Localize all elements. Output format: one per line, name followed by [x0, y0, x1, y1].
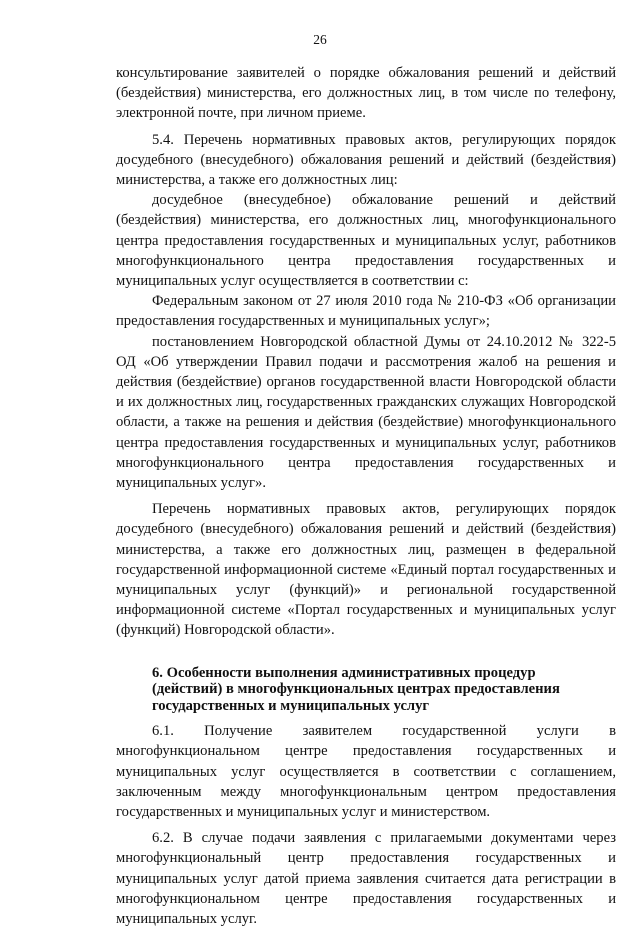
paragraph-5-4: 5.4. Перечень нормативных правовых актов, регулирующих порядок досудебного (внесудебного) обжалования решений и действий (бездействия) министерства, а также его должностных лиц:	[116, 131, 616, 189]
paragraph-6-1: 6.1. Получение заявителем государственной услуги в многофункциональном центре предоставления государственных и муниципальных услуг осуществляется в соответствии с соглашением, заключенным между многофункциональным центром предоставления государственных и муниципальных услуг и министерством.	[116, 723, 616, 820]
section-heading-line: 6. Особенности выполнения административных процедур	[152, 664, 536, 681]
page-number: 26	[313, 32, 327, 47]
paragraph-appeal-scope: досудебное (внесудебное) обжалование решений и действий (бездействия) министерства, его должностных лиц, многофункционального центра предоставления государственных и муниципальных услуг, работников многофункционального центра предоставления государственных и муниципальных услуг осуществляется в соответствии с:	[116, 192, 616, 290]
paragraph-portal-publication: Перечень нормативных правовых актов, регулирующих порядок досудебного (внесудебного) обжалования решений и действий (бездействия) министерства, а также его должностных лиц, размещен в федеральной государственной информационной системе «Единый портал государственных и муниципальных услуг (функций)» и региональной государственной информационной системе «Портал государственных и муниципальных услуг (функций) Новгородской области».	[116, 501, 616, 639]
paragraph-continuation: консультирование заявителей о порядке обжалования решений и действий (бездействия) министерства, его должностных лиц, в том числе по телефону, электронной почте, при личном приеме.	[116, 65, 616, 122]
section-heading-line: государственных и муниципальных услуг	[152, 697, 430, 714]
paragraph-6-2: 6.2. В случае подачи заявления с прилагаемыми документами через многофункциональный центр предоставления государственных и муниципальных услуг датой приема заявления считается дата регистрации в многофункциональном центре предоставления государственных и муниципальных услуг.	[116, 830, 616, 928]
paragraph-regional-resolution: постановлением Новгородской областной Думы от 24.10.2012 № 322-5 ОД «Об утверждении Правил подачи и рассмотрения жалоб на решения и действия (бездействие) органов государственной власти Новгородской области и их должностных лиц, государственных гражданских служащих Новгородской области, а также на решения и действия (бездействие) многофункционального центра предоставления государственных и муниципальных услуг, работников многофункционального центра предоставления государственных и муниципальных услуг».	[116, 333, 616, 492]
section-6-heading	[116, 665, 616, 715]
paragraph-federal-law: Федеральным законом от 27 июля 2010 года № 210-ФЗ «Об организации предоставления государственных и муниципальных услуг»;	[116, 293, 616, 330]
document-body	[116, 63, 616, 929]
section-heading-line: (действий) в многофункциональных центрах предоставления	[152, 681, 560, 698]
